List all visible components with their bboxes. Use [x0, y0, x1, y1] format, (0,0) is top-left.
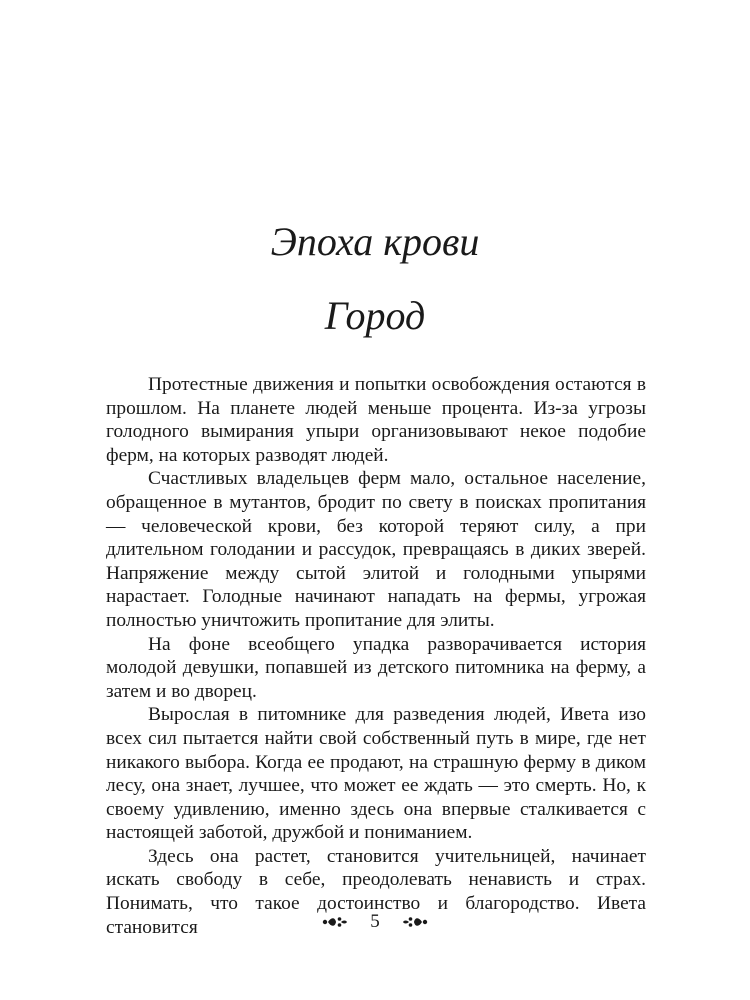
paragraph: Протестные движения и попытки освобождения остаются в прошлом. На планете людей меньше процента. Из-за угрозы голодного вымирания упыри организовывают некое подобие ферм, на которых разводят людей.: [106, 374, 646, 466]
floral-ornament-right-icon: [402, 915, 428, 929]
chapter-heading: [0, 219, 750, 338]
body-text: [106, 373, 646, 939]
chapter-title: Эпоха крови: [270, 219, 480, 264]
paragraph: Вырослая в питомнике для разведения людей, Ивета изо всех сил пытается найти свой собственный путь в мире, где нет никакого выбора. Когда ее продают, на страшную ферму в диком лесу, она знает, лучшее, что может ее ждать — это смерть. Но, к своему удивлению, именно здесь она впервые сталкивается с настоящей заботой, дружбой и пониманием.: [106, 704, 646, 844]
floral-ornament-left-icon: [322, 915, 348, 929]
paragraph: На фоне всеобщего упадка разворачивается история молодой девушки, попавшей из детского питомника на ферму, а затем и во дворец.: [106, 633, 646, 702]
paragraph: Здесь она растет, становится учительницей, начинает искать свободу в себе, преодолевать ненависть и страх. Понимать, что такое достоинство и благородство. Ивета становится: [106, 845, 646, 938]
page-footer: [0, 912, 750, 931]
page-number: 5: [370, 911, 380, 932]
chapter-subtitle: Город: [324, 293, 426, 338]
paragraph: Счастливых владельцев ферм мало, остальное население, обращенное в мутантов, бродит по свету в поисках пропитания — человеческой крови, без которой теряют силу, а при длительном голодании и рассудок, превращаясь в диких зверей. Напряжение между сытой элитой и голодными упырями нарастает. Голодные начинают нападать на фермы, угрожая полностью уничтожить пропитание для элиты.: [106, 468, 646, 631]
